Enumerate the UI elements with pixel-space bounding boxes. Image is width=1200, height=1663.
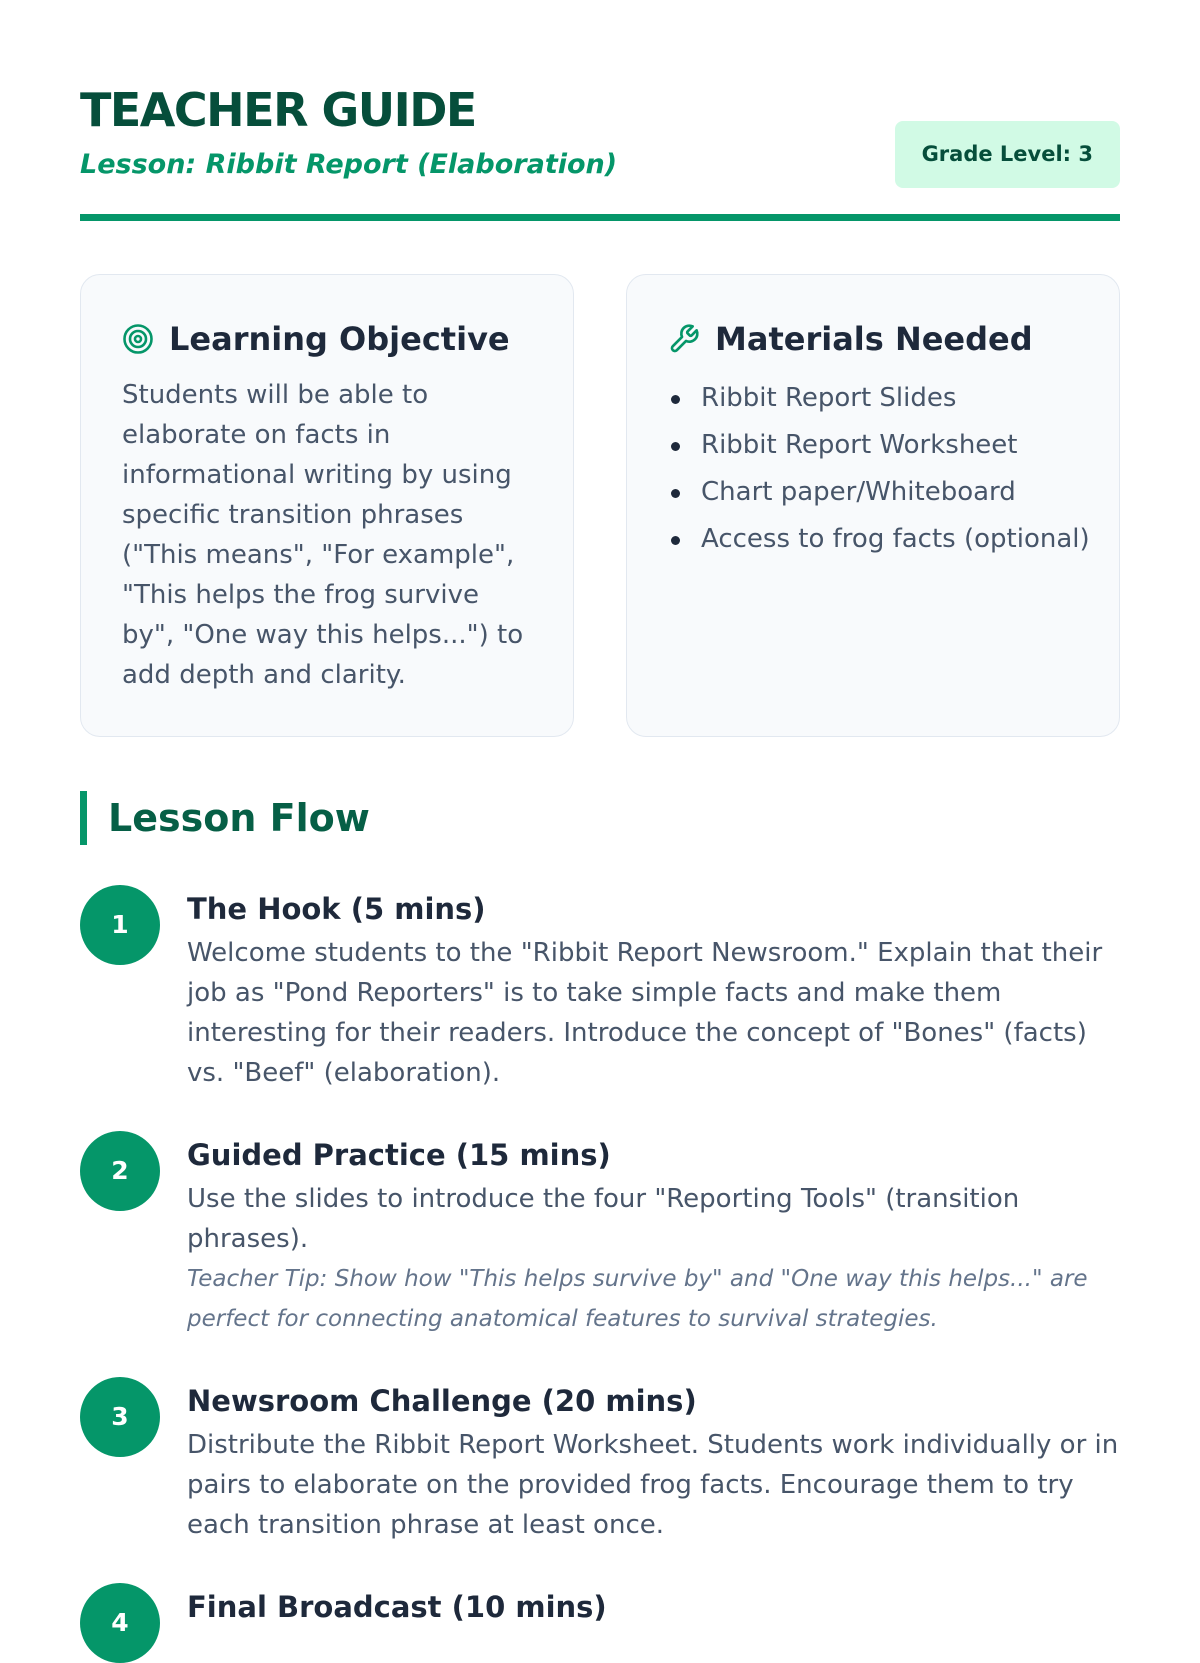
bullet-icon [671,536,680,545]
learning-objective-title: Learning Objective [169,320,510,358]
step-description: Distribute the Ribbit Report Worksheet. Students work individually or in pairs to elaborate on the provided frog facts. Encourage them to try each transition phrase at least once. [187,1430,1119,1540]
bullet-icon [671,395,680,404]
step-title: Newsroom Challenge (20 mins) [187,1384,697,1418]
wrench-icon [668,323,700,355]
step-description: Welcome students to the "Ribbit Report Newsroom." Explain that their job as "Pond Reporters" is to take simple facts and make them interesting for their readers. Introduce the concept of "Bones" (facts) vs. "Beef" (elaboration). [187,938,1103,1088]
learning-objective-card [80,274,574,737]
learning-objective-text: Students will be able to elaborate on facts in informational writing by using specific transition phrases ("This means", "For example", "This helps the frog survive by", "One way this helps...") to add depth and clarity. [122,380,524,690]
header [80,0,1120,221]
step-description: Use the slides to introduce the four "Reporting Tools" (transition phrases). [187,1184,1020,1254]
target-icon [122,323,154,355]
lesson-steps [80,885,1120,1637]
list-item [668,469,1079,516]
step-title: Final Broadcast (10 mins) [187,1590,607,1624]
lesson-step-3 [80,1377,1120,1545]
lesson-flow-heading [80,791,1120,845]
lesson-flow-title: Lesson Flow [108,796,370,840]
step-number-badge: 2 [80,1131,160,1211]
step-number-badge: 3 [80,1377,160,1457]
bullet-icon [671,442,680,451]
materials-needed-title: Materials Needed [715,320,1033,358]
bullet-icon [671,489,680,498]
materials-needed-card [626,274,1120,737]
lesson-step-1 [80,885,1120,1093]
material-label: Ribbit Report Worksheet [701,430,1018,460]
lesson-step-2 [80,1131,1120,1339]
info-cards [80,274,1120,737]
step-number-badge: 4 [80,1583,160,1663]
step-number-badge: 1 [80,885,160,965]
material-label: Access to frog facts (optional) [701,524,1090,554]
material-label: Chart paper/Whiteboard [701,477,1016,507]
materials-list [668,375,1090,563]
grade-level-badge: Grade Level: 3 [895,121,1120,188]
materials-needed-heading [668,319,1079,359]
lesson-title: Lesson: Ribbit Report (Elaboration) [80,149,618,180]
material-label: Ribbit Report Slides [701,383,957,413]
step-title: Guided Practice (15 mins) [187,1138,611,1172]
list-item [668,516,1090,563]
step-title: The Hook (5 mins) [187,892,486,926]
learning-objective-heading [122,319,533,359]
list-item [668,375,1079,422]
teacher-tip: Teacher Tip: Show how "This helps survive by" and "One way this helps..." are perfect for connecting anatomical features to survival strategies. [187,1266,1088,1332]
page-title: TEACHER GUIDE [80,83,476,137]
lesson-step-4 [80,1583,1120,1637]
list-item [668,422,1079,469]
